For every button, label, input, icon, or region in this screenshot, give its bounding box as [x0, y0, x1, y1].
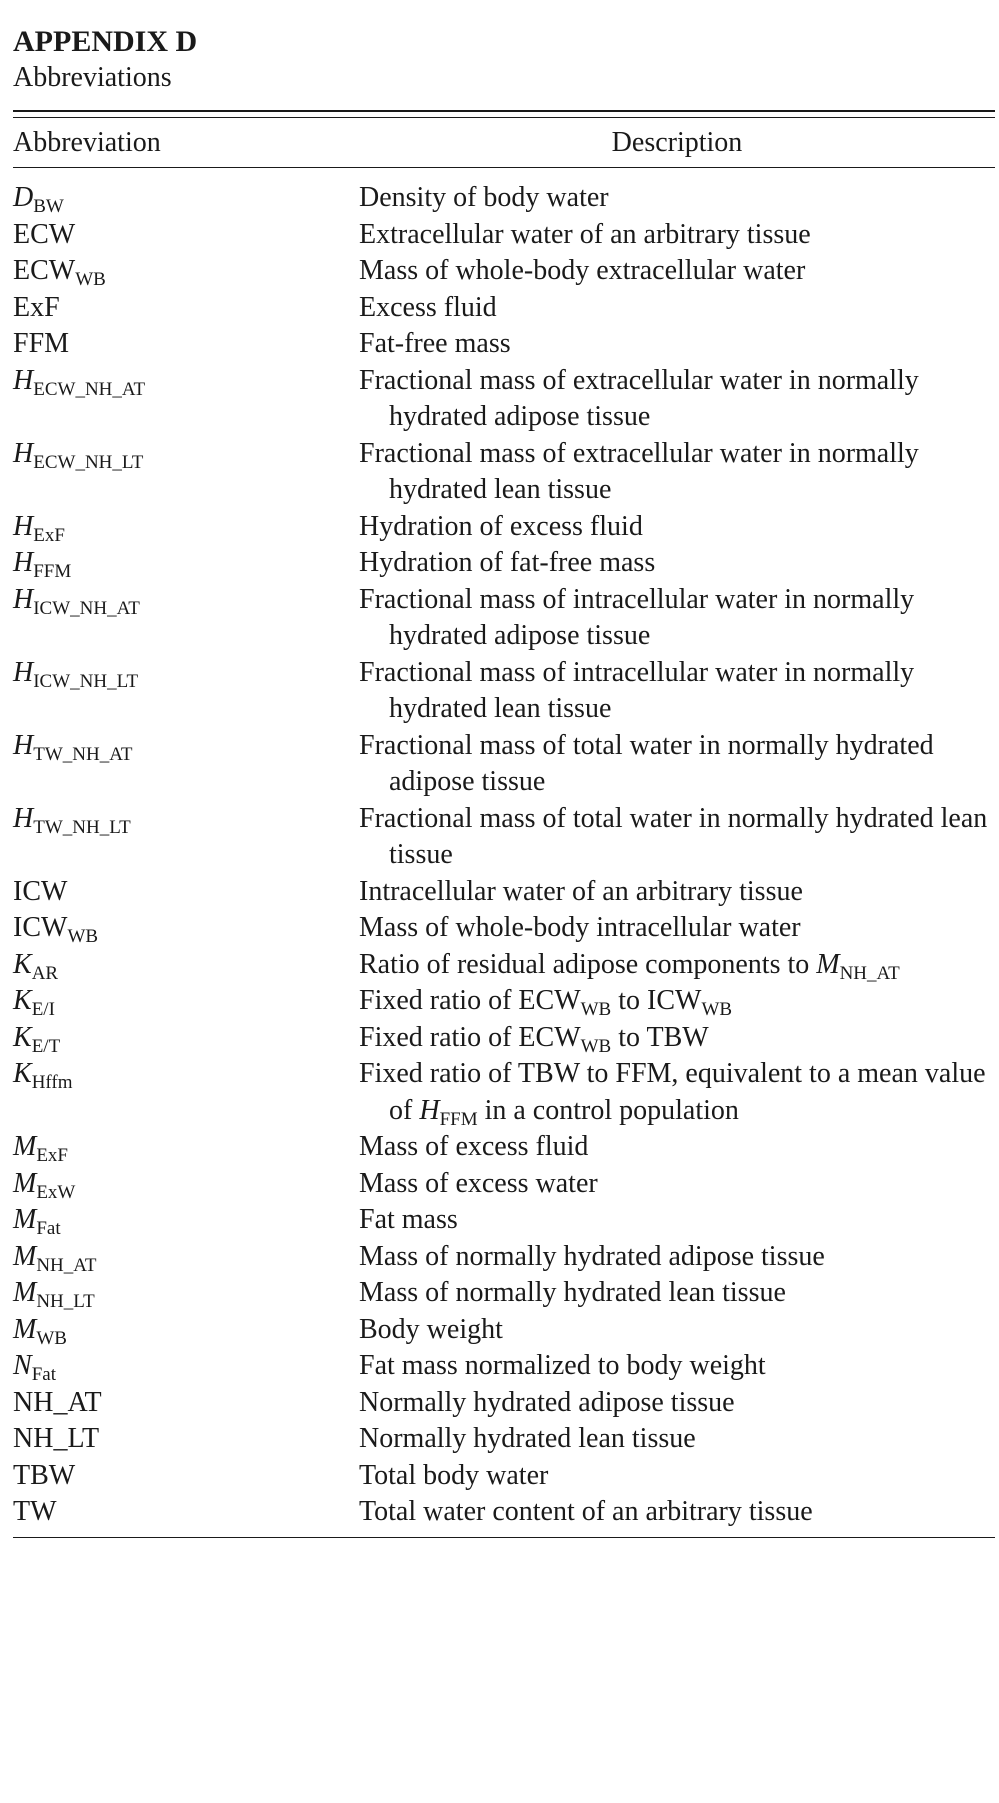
abbreviation-cell: [13, 655, 359, 728]
table-row: [13, 1202, 995, 1239]
description-text: Body weight: [359, 1313, 503, 1345]
abbreviation-cell: [13, 728, 359, 801]
header-description: Description: [611, 127, 743, 158]
table-row: [13, 326, 995, 363]
abbreviation-symbol: H: [13, 547, 34, 578]
abbreviation-symbol: K: [13, 1021, 32, 1053]
description-cell: [359, 1129, 995, 1166]
table-row: [13, 1166, 995, 1203]
abbreviation-symbol: FFM: [13, 328, 70, 359]
abbreviation-symbol: TW: [13, 1496, 57, 1527]
abbreviation-symbol: NH_AT: [13, 1386, 102, 1418]
description-text: Fat-free mass: [359, 328, 511, 359]
description-text: Hydration of excess fluid: [359, 510, 643, 542]
description-cell: [359, 1056, 995, 1129]
abbreviation-cell: [13, 290, 359, 327]
abbreviation-cell: [13, 801, 359, 874]
abbreviation-cell: [13, 1421, 359, 1458]
table-row: [13, 290, 995, 327]
table-row: [13, 1239, 995, 1276]
table-row: [13, 1421, 995, 1458]
abbreviation-cell: [13, 1312, 359, 1349]
abbreviation-cell: [13, 947, 359, 984]
table-row: [13, 983, 995, 1020]
table-row: [13, 1129, 995, 1166]
abbreviation-symbol: ECW: [13, 218, 76, 250]
abbreviation-symbol: K: [13, 1058, 32, 1089]
abbreviation-subscript: TW_NH_AT: [33, 743, 133, 765]
abbreviation-symbol: M: [13, 1313, 37, 1345]
abbreviation-subscript: BW: [33, 196, 64, 217]
abbreviation-subscript: TW_NH_LT: [33, 816, 131, 838]
abbreviation-subscript: WB: [36, 1327, 67, 1349]
description-text: Mass of whole-body extracellular water: [359, 255, 806, 286]
abbreviation-symbol: ICW: [13, 875, 68, 907]
table-row: [13, 655, 995, 728]
abbreviation-symbol: NH_LT: [13, 1423, 100, 1454]
description-text: Fractional mass of extracellular water in normally hydrated adipose tissue: [359, 364, 919, 432]
abbreviation-subscript: NH_AT: [36, 1254, 97, 1276]
description-text: Fractional mass of intracellular water in normally hydrated lean tissue: [359, 656, 915, 724]
abbreviation-subscript: ECW_NH_LT: [33, 451, 144, 473]
table-row: [13, 1275, 995, 1312]
description-text: Extracellular water of an arbitrary tissue: [359, 218, 811, 250]
description-cell: [359, 728, 995, 801]
abbreviation-subscript: ExW: [36, 1181, 76, 1203]
description-cell: [359, 1166, 995, 1203]
description-text: Fixed ratio of ECW: [359, 1021, 581, 1053]
description-text: Normally hydrated adipose tissue: [359, 1386, 735, 1418]
abbreviation-symbol: H: [13, 437, 34, 469]
abbreviation-cell: [13, 910, 359, 947]
description-text: Intracellular water of an arbitrary tissue: [359, 875, 803, 907]
abbreviation-subscript: WB: [67, 926, 99, 947]
abbreviation-symbol: K: [13, 948, 32, 980]
abbreviation-cell: [13, 1202, 359, 1239]
table-body: [13, 168, 995, 1531]
abbreviation-symbol: H: [13, 656, 34, 688]
table-row: [13, 1056, 995, 1129]
description-text: Mass of normally hydrated adipose tissue: [359, 1240, 825, 1272]
description-cell: [359, 582, 995, 655]
abbreviation-subscript: AR: [31, 962, 59, 984]
description-text: Fixed ratio of ECW: [359, 985, 581, 1016]
description-cell: [359, 1458, 995, 1495]
abbreviation-cell: [13, 253, 359, 290]
description-text: Density of body water: [359, 182, 609, 213]
description-cell: [359, 545, 995, 582]
table-row: [13, 1458, 995, 1495]
table-row: [13, 728, 995, 801]
description-text: Mass of whole-body intracellular water: [359, 912, 801, 943]
description-text: Excess fluid: [359, 291, 497, 323]
abbreviation-symbol: K: [13, 985, 32, 1016]
table-header: [13, 118, 995, 167]
description-cell: [359, 801, 995, 874]
abbreviation-cell: [13, 1056, 359, 1129]
abbreviation-cell: [13, 582, 359, 655]
description-text: Fractional mass of intracellular water in normally hydrated adipose tissue: [359, 583, 915, 651]
abbreviation-symbol: H: [13, 510, 34, 542]
header-abbreviation: Abbreviation: [13, 127, 161, 158]
abbreviation-symbol: D: [13, 182, 34, 213]
abbreviation-subscript: ECW_NH_AT: [33, 378, 146, 400]
abbreviation-symbol: M: [13, 1240, 37, 1272]
abbreviation-symbol: TBW: [13, 1459, 76, 1491]
description-text: M: [816, 948, 840, 980]
abbreviation-cell: [13, 217, 359, 254]
description-cell: [359, 1202, 995, 1239]
description-cell: [359, 1385, 995, 1422]
abbreviation-cell: [13, 1348, 359, 1385]
abbreviation-cell: [13, 180, 359, 217]
abbreviation-symbol: M: [13, 1131, 37, 1162]
appendix-title: APPENDIX D: [13, 25, 198, 58]
description-subscript: WB: [580, 999, 612, 1020]
description-cell: [359, 1348, 995, 1385]
description-subscript: WB: [701, 999, 733, 1020]
description-text: Total water content of an arbitrary tissue: [359, 1496, 813, 1527]
abbreviation-symbol: ICW: [13, 912, 68, 943]
description-text: Fat mass normalized to body weight: [359, 1350, 766, 1381]
table-row: [13, 947, 995, 984]
abbreviation-cell: [13, 874, 359, 911]
table-row: [13, 1312, 995, 1349]
abbreviation-symbol: ExF: [13, 291, 60, 323]
description-text: to TBW: [611, 1021, 709, 1053]
abbreviation-subscript: ExF: [36, 1145, 69, 1166]
description-cell: [359, 326, 995, 363]
abbreviation-subscript: E/T: [31, 1035, 61, 1057]
abbreviation-cell: [13, 1385, 359, 1422]
table-row: [13, 1494, 995, 1531]
description-text: Normally hydrated lean tissue: [359, 1423, 696, 1454]
abbreviation-symbol: M: [13, 1167, 37, 1199]
description-cell: [359, 874, 995, 911]
abbreviation-symbol: M: [13, 1277, 37, 1308]
table-row: [13, 363, 995, 436]
table-row: [13, 180, 995, 217]
table-row: [13, 509, 995, 546]
abbreviation-subscript: NH_LT: [36, 1291, 95, 1312]
abbreviation-symbol: H: [13, 802, 34, 834]
abbreviation-cell: [13, 1239, 359, 1276]
table-row: [13, 1348, 995, 1385]
abbreviation-subscript: WB: [75, 269, 106, 290]
description-subscript: NH_AT: [839, 962, 900, 984]
appendix-page: [13, 24, 995, 1538]
description-cell: [359, 910, 995, 947]
abbreviation-cell: [13, 1020, 359, 1057]
table-row: [13, 801, 995, 874]
description-cell: [359, 1421, 995, 1458]
table-top-rule: [13, 110, 995, 118]
abbreviation-cell: [13, 1494, 359, 1531]
abbreviation-subscript: Fat: [36, 1218, 61, 1239]
description-text: Hydration of fat-free mass: [359, 547, 656, 578]
description-text: Fractional mass of total water in normally hydrated adipose tissue: [359, 729, 934, 797]
description-text: Mass of excess fluid: [359, 1131, 589, 1162]
description-text: in a control population: [477, 1094, 739, 1126]
abbreviation-cell: [13, 509, 359, 546]
table-row: [13, 1385, 995, 1422]
description-cell: [359, 1020, 995, 1057]
table-row: [13, 436, 995, 509]
description-cell: [359, 1275, 995, 1312]
description-cell: [359, 947, 995, 984]
abbreviation-symbol: M: [13, 1204, 37, 1235]
description-cell: [359, 509, 995, 546]
abbreviation-cell: [13, 436, 359, 509]
abbreviation-symbol: H: [13, 729, 34, 761]
abbreviation-symbol: H: [13, 583, 34, 615]
abbreviation-cell: [13, 363, 359, 436]
description-cell: [359, 180, 995, 217]
abbreviation-cell: [13, 1275, 359, 1312]
description-subscript: FFM: [439, 1108, 478, 1130]
table-row: [13, 910, 995, 947]
description-cell: [359, 1312, 995, 1349]
description-text: H: [419, 1094, 440, 1126]
abbreviation-subscript: ICW_NH_LT: [33, 670, 139, 692]
abbreviation-subscript: ExF: [33, 524, 65, 546]
table-row: [13, 1020, 995, 1057]
table-row: [13, 874, 995, 911]
abbreviation-cell: [13, 1458, 359, 1495]
description-text: Mass of normally hydrated lean tissue: [359, 1277, 786, 1308]
abbreviation-symbol: H: [13, 364, 34, 396]
description-text: Ratio of residual adipose components to: [359, 948, 817, 980]
abbreviation-subscript: Hffm: [31, 1072, 73, 1093]
abbreviation-subscript: ICW_NH_AT: [33, 597, 140, 619]
abbreviation-symbol: ECW: [13, 255, 76, 286]
description-text: to ICW: [611, 985, 702, 1016]
abbreviation-subscript: FFM: [33, 561, 72, 582]
abbreviation-subscript: Fat: [31, 1364, 56, 1385]
description-text: Fractional mass of total water in normally hydrated lean tissue: [359, 802, 988, 870]
description-text: Mass of excess water: [359, 1167, 598, 1199]
description-text: Fixed ratio of TBW to FFM, equivalent to a mean value of: [359, 1058, 986, 1126]
description-cell: [359, 983, 995, 1020]
abbreviation-symbol: N: [13, 1350, 32, 1381]
description-text: Fractional mass of extracellular water in normally hydrated lean tissue: [359, 437, 919, 505]
description-cell: [359, 363, 995, 436]
description-cell: [359, 253, 995, 290]
description-cell: [359, 1239, 995, 1276]
description-cell: [359, 217, 995, 254]
description-cell: [359, 436, 995, 509]
abbreviation-cell: [13, 1166, 359, 1203]
abbreviation-cell: [13, 326, 359, 363]
table-bottom-rule: [13, 1537, 995, 1538]
description-cell: [359, 290, 995, 327]
table-row: [13, 217, 995, 254]
table-row: [13, 545, 995, 582]
description-text: Fat mass: [359, 1204, 458, 1235]
abbreviation-subscript: E/I: [31, 999, 55, 1020]
appendix-subtitle: Abbreviations: [13, 62, 172, 93]
abbreviation-cell: [13, 983, 359, 1020]
description-cell: [359, 1494, 995, 1531]
table-row: [13, 253, 995, 290]
description-subscript: WB: [580, 1035, 612, 1057]
description-cell: [359, 655, 995, 728]
table-row: [13, 582, 995, 655]
description-text: Total body water: [359, 1459, 549, 1491]
abbreviation-cell: [13, 545, 359, 582]
abbreviation-cell: [13, 1129, 359, 1166]
